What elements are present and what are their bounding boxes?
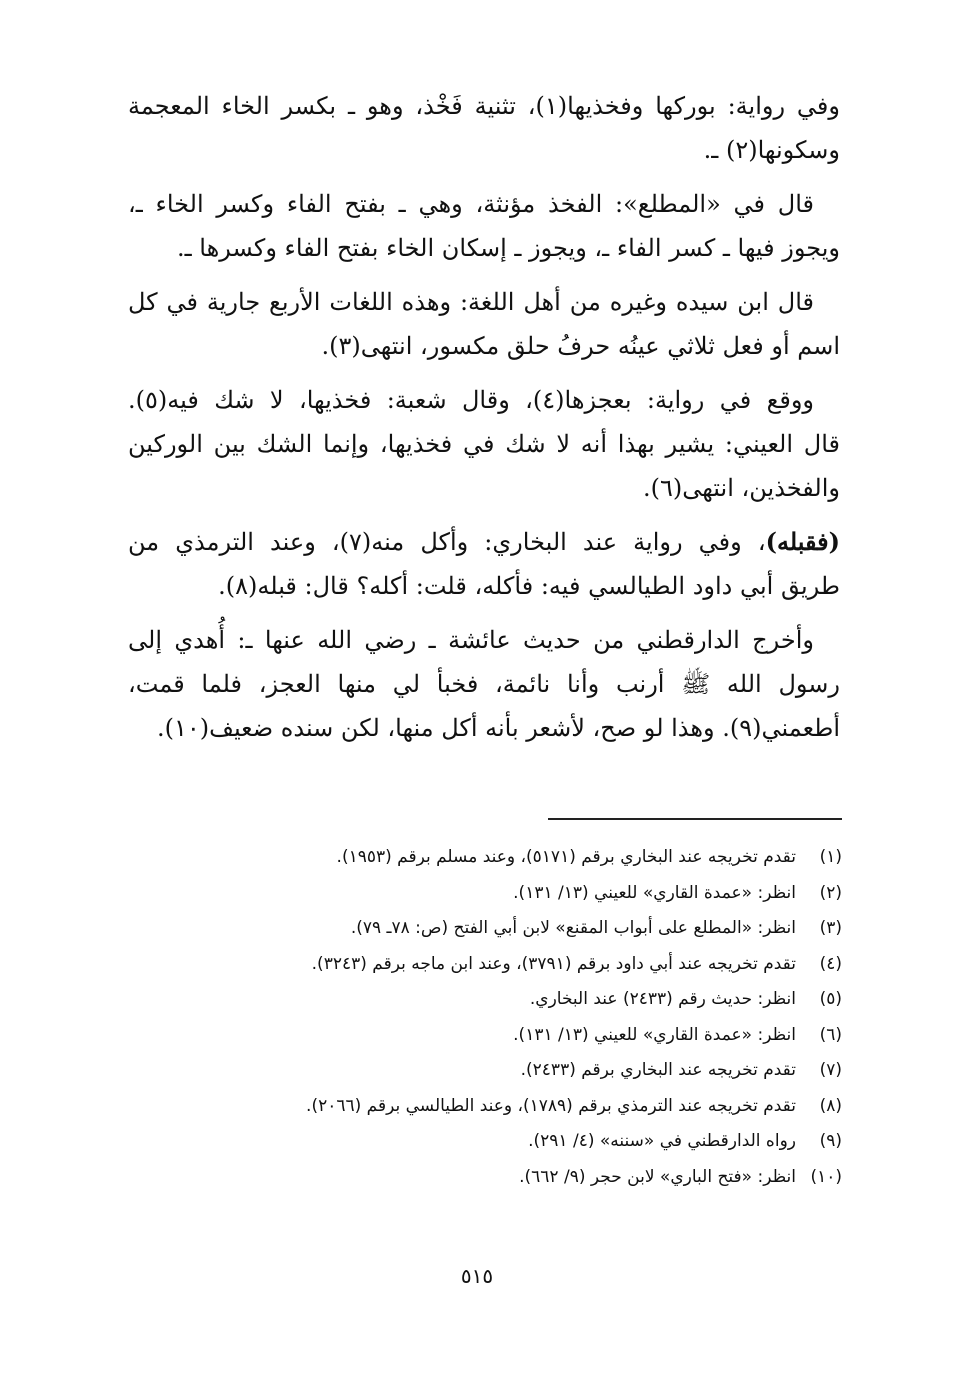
footnote-item <box>170 1053 842 1089</box>
text-line: اسم أو فعل ثلاثي عينُه حرفُ حلق مكسور، انتهى(٣). <box>321 332 840 360</box>
footnote-item <box>170 1018 842 1054</box>
paragraph-3 <box>128 280 840 368</box>
text-line: قال ابن سيده وغيره من أهل اللغة: وهذه اللغات الأربع جارية في كل <box>128 288 814 316</box>
text-line: طريق أبي داود الطيالسي فيه: فأكله، قلت: أكله؟ قال: قبله(٨). <box>218 572 840 600</box>
footnote-item <box>170 1124 842 1160</box>
paragraph-1 <box>128 84 840 172</box>
footnote-item <box>170 876 842 912</box>
footnote-text: انظر: «عمدة القاري» للعيني (١٣/ ١٣١). <box>513 1024 796 1045</box>
footnote-text: تقدم تخريجه عند الترمذي برقم (١٧٨٩)، وعند الطيالسي برقم (٢٠٦٦). <box>306 1095 796 1116</box>
paragraph-5 <box>128 520 840 608</box>
footnote-text: تقدم تخريجه عند البخاري برقم (٥١٧١)، وعند مسلم برقم (١٩٥٣). <box>336 847 796 867</box>
footnote-text: رواه الدارقطني في «سننه» (٤/ ٢٩١). <box>528 1131 796 1151</box>
text-line: والفخذين، انتهى(٦). <box>642 474 840 502</box>
footnote-number: (١٠) <box>810 1166 842 1187</box>
footnote-number: (٩) <box>819 1131 842 1151</box>
footnote-text: انظر: «المطلع على أبواب المقنع» لابن أبي الفتح (ص: ٧٨ـ ٧٩). <box>350 918 796 938</box>
footnote-text: تقدم تخريجه عند أبي داود برقم (٣٧٩١)، وعند ابن ماجه برقم (٣٢٤٣). <box>311 953 796 974</box>
text-line: وسكونها(٢) ـ. <box>703 136 840 164</box>
text-line: قال العيني: يشير بهذا أنه لا شك في فخذيها، وإنما الشك بين الوركين <box>128 430 840 458</box>
paragraph-4 <box>128 378 840 510</box>
text-line: رسول الله ﷺ أرنب وأنا نائمة، فخبأ لي منها العجز، فلما قمت، <box>128 670 840 698</box>
paragraph-6 <box>128 618 840 750</box>
footnote-number: (٥) <box>819 989 842 1009</box>
footnote-divider <box>548 818 842 820</box>
footnote-text: انظر: حديث رقم (٢٤٣٣) عند البخاري. <box>529 989 796 1009</box>
footnote-text: انظر: «فتح الباري» لابن حجر (٩/ ٦٦٢). <box>519 1166 796 1187</box>
footnote-item <box>170 911 842 947</box>
footnote-number: (٨) <box>819 1095 842 1116</box>
text-line: قال في «المطلع»: الفخذ مؤنثة، وهي ـ بفتح الفاء وكسر الخاء ـ، <box>128 190 814 218</box>
footnote-number: (٤) <box>819 953 842 974</box>
page-number: ٥١٥ <box>460 1264 494 1288</box>
text-line: أطعمني(٩). وهذا لو صح، لأشعر بأنه أكل منها، لكن سنده ضعيف(١٠). <box>156 714 840 742</box>
footnote-text: انظر: «عمدة القاري» للعيني (١٣/ ١٣١). <box>513 882 796 903</box>
footnote-item <box>170 1160 842 1196</box>
footnote-item <box>170 1089 842 1125</box>
main-text <box>128 84 840 760</box>
footnote-item <box>170 947 842 983</box>
footnote-number: (١) <box>819 847 842 867</box>
bold-lead: (فقبله) <box>765 527 840 556</box>
text-line: وفي رواية: بوركها وفخذيها(١)، تثنية فَخْذ، وهو ـ بكسر الخاء المعجمة <box>128 92 840 120</box>
footnote-number: (٢) <box>819 882 842 903</box>
footnote-item <box>170 982 842 1018</box>
footnote-number: (٣) <box>819 918 842 938</box>
text-segment: ، وفي رواية عند البخاري: وأكل منه(٧)، وعند الترمذي من <box>128 528 766 556</box>
text-line: وأخرج الدارقطني من حديث عائشة ـ رضي الله عنها ـ: أُهدي إلى <box>128 626 814 654</box>
text-line <box>128 520 840 564</box>
footnote-number: (٧) <box>819 1060 842 1080</box>
text-line: ويجوز فيها ـ كسر الفاء ـ، ويجوز ـ إسكان الخاء بفتح الفاء وكسرها ـ. <box>176 234 840 262</box>
footnotes <box>170 840 842 1195</box>
paragraph-2 <box>128 182 840 270</box>
footnote-item <box>170 840 842 876</box>
footnote-text: تقدم تخريجه عند البخاري برقم (٢٤٣٣). <box>520 1060 796 1080</box>
footnote-number: (٦) <box>819 1024 842 1045</box>
text-line: ووقع في رواية: بعجزها(٤)، وقال شعبة: فخذيها، لا شك فيه(٥). <box>128 386 814 414</box>
